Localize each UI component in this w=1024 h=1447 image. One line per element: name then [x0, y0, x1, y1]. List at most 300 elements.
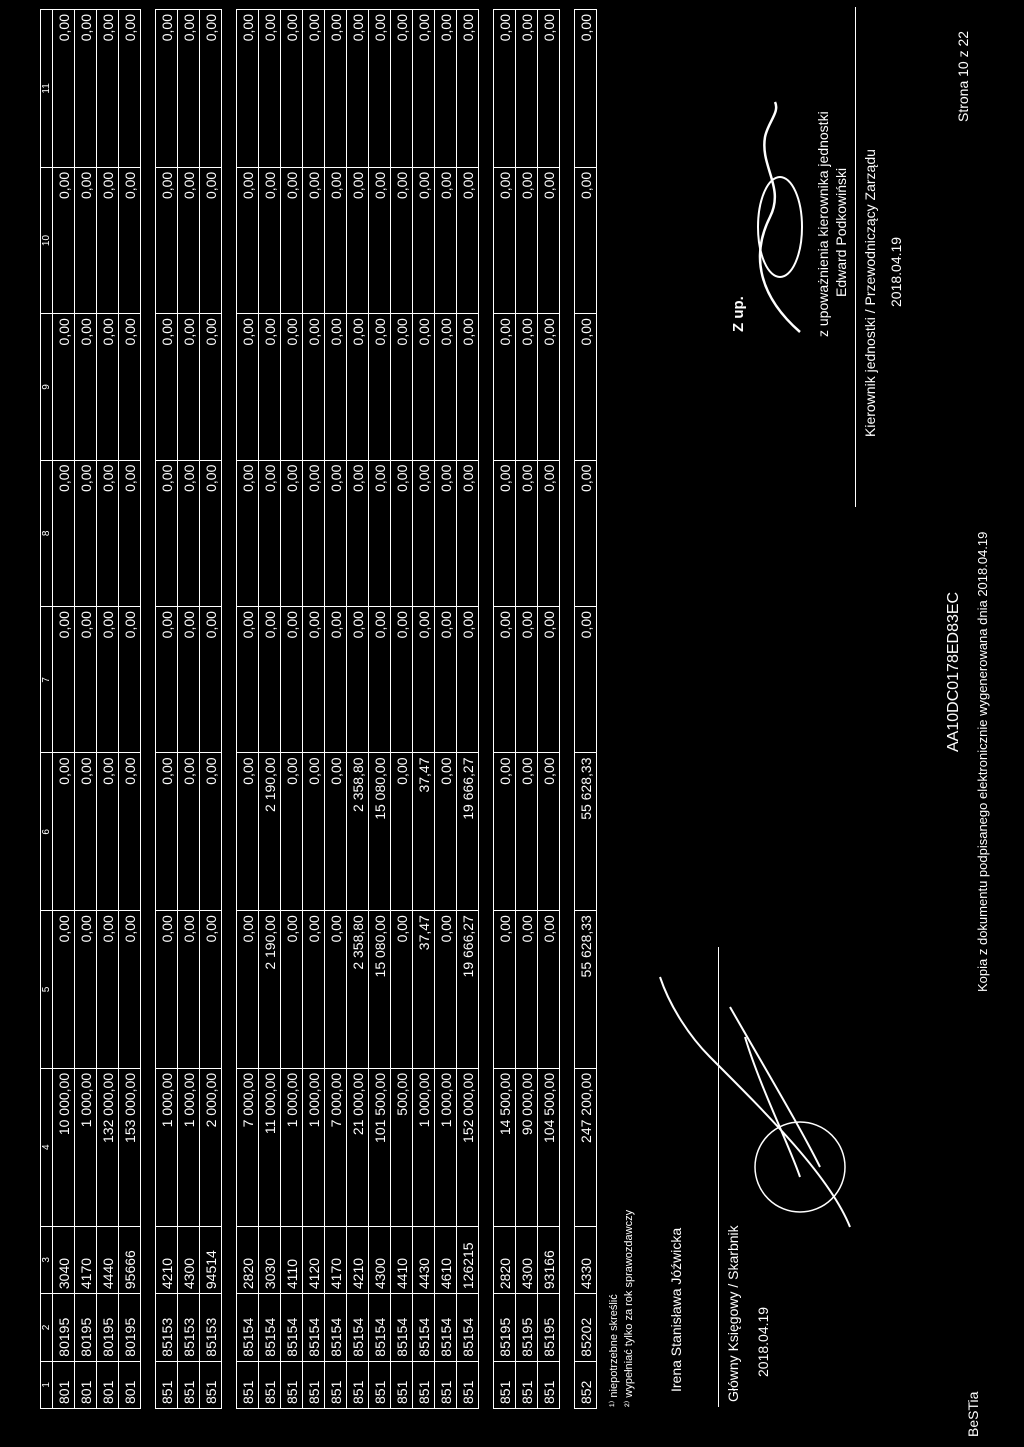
amount-cell: 0,00	[435, 460, 457, 606]
code-cell: 94514	[200, 1226, 222, 1294]
amount-cell: 0,00	[237, 753, 259, 911]
code-cell: 85153	[156, 1294, 178, 1362]
code-cell: 801	[75, 1361, 97, 1408]
amount-cell: 0,00	[75, 911, 97, 1069]
amount-cell: 0,00	[575, 460, 597, 606]
amount-cell: 0,00	[119, 460, 141, 606]
code-cell: 851	[494, 1361, 516, 1408]
amount-cell: 0,00	[369, 314, 391, 460]
code-cell: 851	[347, 1361, 369, 1408]
page-number: Strona 10 z 22	[955, 30, 971, 122]
code-cell: 126215	[457, 1226, 479, 1294]
amount-cell: 1 000,00	[413, 1068, 435, 1226]
amount-cell: 0,00	[347, 167, 369, 313]
amount-cell: 0,00	[178, 10, 200, 168]
code-cell: 4430	[413, 1226, 435, 1294]
amount-cell: 0,00	[575, 607, 597, 753]
amount-cell: 0,00	[53, 314, 75, 460]
amount-cell: 0,00	[325, 753, 347, 911]
column-number: 2	[41, 1294, 53, 1362]
amount-cell: 0,00	[435, 753, 457, 911]
amount-cell: 19 666,27	[457, 753, 479, 911]
amount-cell: 0,00	[494, 753, 516, 911]
table-row	[237, 10, 259, 1409]
amount-cell: 21 000,00	[347, 1068, 369, 1226]
table-row	[457, 10, 479, 1409]
signature-line-right	[855, 7, 856, 507]
amount-cell: 247 200,00	[575, 1068, 597, 1226]
group-separator	[479, 10, 494, 1409]
amount-cell: 0,00	[156, 460, 178, 606]
amount-cell: 90 000,00	[516, 1068, 538, 1226]
amount-cell: 0,00	[303, 753, 325, 911]
amount-cell: 0,00	[369, 460, 391, 606]
amount-cell: 0,00	[494, 460, 516, 606]
code-cell: 4210	[347, 1226, 369, 1294]
amount-cell: 0,00	[435, 167, 457, 313]
amount-cell: 0,00	[75, 10, 97, 168]
chief-accountant-name: Irena Stanisława Jóźwicka	[668, 1227, 684, 1392]
table-row	[325, 10, 347, 1409]
amount-cell: 0,00	[156, 10, 178, 168]
amount-cell: 0,00	[119, 314, 141, 460]
column-number: 6	[41, 753, 53, 911]
code-cell: 851	[369, 1361, 391, 1408]
footnote-1: ¹⁾ niepotrzebne skreślić	[608, 1294, 620, 1407]
amount-cell: 0,00	[200, 10, 222, 168]
table-row	[369, 10, 391, 1409]
code-cell: 85195	[516, 1294, 538, 1362]
amount-cell: 0,00	[178, 460, 200, 606]
separator-cell	[141, 10, 156, 1409]
amount-cell: 0,00	[178, 314, 200, 460]
amount-cell: 0,00	[435, 10, 457, 168]
code-cell: 801	[53, 1361, 75, 1408]
code-cell: 85154	[237, 1294, 259, 1362]
amount-cell: 0,00	[303, 460, 325, 606]
amount-cell: 0,00	[347, 10, 369, 168]
amount-cell: 0,00	[156, 911, 178, 1069]
column-number: 5	[41, 911, 53, 1069]
group-separator	[560, 10, 575, 1409]
amount-cell: 0,00	[200, 753, 222, 911]
amount-cell: 19 666,27	[457, 911, 479, 1069]
amount-cell: 0,00	[347, 607, 369, 753]
code-cell: 851	[237, 1361, 259, 1408]
amount-cell: 0,00	[97, 607, 119, 753]
amount-cell: 0,00	[119, 10, 141, 168]
amount-cell: 0,00	[369, 10, 391, 168]
amount-cell: 0,00	[237, 911, 259, 1069]
right-signature-date: 2018.04.19	[888, 236, 904, 307]
signature-line-left	[718, 947, 719, 1407]
amount-cell: 0,00	[303, 314, 325, 460]
amount-cell: 0,00	[75, 753, 97, 911]
amount-cell: 0,00	[575, 10, 597, 168]
stamp-text: Z up.	[730, 296, 747, 332]
amount-cell: 0,00	[200, 314, 222, 460]
code-cell: 85195	[494, 1294, 516, 1362]
amount-cell: 0,00	[303, 911, 325, 1069]
amount-cell: 0,00	[457, 10, 479, 168]
amount-cell: 10 000,00	[53, 1068, 75, 1226]
amount-cell: 0,00	[97, 10, 119, 168]
manager-role: Kierownik jednostki / Przewodniczący Zarządu	[862, 149, 878, 437]
amount-cell: 0,00	[281, 314, 303, 460]
amount-cell: 0,00	[538, 314, 560, 460]
amount-cell: 0,00	[413, 460, 435, 606]
amount-cell: 0,00	[178, 911, 200, 1069]
amount-cell: 0,00	[119, 753, 141, 911]
manager-name: Edward Podkowiński	[833, 167, 849, 297]
code-cell: 85154	[347, 1294, 369, 1362]
amount-cell: 0,00	[97, 911, 119, 1069]
table-row	[119, 10, 141, 1409]
group-separator	[222, 10, 237, 1409]
code-cell: 852	[575, 1361, 597, 1408]
table-row	[575, 10, 597, 1409]
amount-cell: 0,00	[178, 607, 200, 753]
amount-cell: 0,00	[97, 460, 119, 606]
amount-cell: 0,00	[516, 167, 538, 313]
code-cell: 851	[538, 1361, 560, 1408]
separator-cell	[479, 10, 494, 1409]
code-cell: 85154	[303, 1294, 325, 1362]
amount-cell: 0,00	[538, 753, 560, 911]
code-cell: 80195	[53, 1294, 75, 1362]
amount-cell: 0,00	[391, 167, 413, 313]
amount-cell: 0,00	[281, 911, 303, 1069]
column-number: 10	[41, 167, 53, 313]
document-id: AA10DC0178ED83EC	[945, 591, 962, 752]
code-cell: 4300	[178, 1226, 200, 1294]
amount-cell: 0,00	[53, 167, 75, 313]
amount-cell: 0,00	[53, 753, 75, 911]
amount-cell: 0,00	[325, 10, 347, 168]
code-cell: 851	[156, 1361, 178, 1408]
amount-cell: 0,00	[259, 460, 281, 606]
amount-cell: 0,00	[347, 460, 369, 606]
code-cell: 85202	[575, 1294, 597, 1362]
code-cell: 851	[178, 1361, 200, 1408]
amount-cell: 0,00	[237, 167, 259, 313]
app-name: BeSTia	[965, 1391, 981, 1437]
code-cell: 85154	[369, 1294, 391, 1362]
column-number: 11	[41, 10, 53, 168]
code-cell: 851	[303, 1361, 325, 1408]
amount-cell: 0,00	[303, 607, 325, 753]
amount-cell: 0,00	[413, 10, 435, 168]
amount-cell: 0,00	[75, 167, 97, 313]
amount-cell: 0,00	[97, 753, 119, 911]
table-row	[53, 10, 75, 1409]
table-row	[435, 10, 457, 1409]
amount-cell: 0,00	[413, 314, 435, 460]
amount-cell: 0,00	[413, 167, 435, 313]
amount-cell: 0,00	[200, 460, 222, 606]
amount-cell: 0,00	[178, 753, 200, 911]
amount-cell: 2 190,00	[259, 911, 281, 1069]
amount-cell: 2 190,00	[259, 753, 281, 911]
code-cell: 80195	[75, 1294, 97, 1362]
amount-cell: 0,00	[53, 911, 75, 1069]
code-cell: 3030	[259, 1226, 281, 1294]
amount-cell: 152 000,00	[457, 1068, 479, 1226]
amount-cell: 0,00	[119, 911, 141, 1069]
table-row	[75, 10, 97, 1409]
code-cell: 3040	[53, 1226, 75, 1294]
amount-cell: 0,00	[538, 10, 560, 168]
amount-cell: 0,00	[200, 607, 222, 753]
amount-cell: 0,00	[391, 911, 413, 1069]
amount-cell: 15 080,00	[369, 753, 391, 911]
code-cell: 85195	[538, 1294, 560, 1362]
table-row	[347, 10, 369, 1409]
table-row	[303, 10, 325, 1409]
code-cell: 4210	[156, 1226, 178, 1294]
left-signature-date: 2018.04.19	[755, 1306, 771, 1377]
table-row	[516, 10, 538, 1409]
amount-cell: 0,00	[325, 911, 347, 1069]
amount-cell: 0,00	[369, 167, 391, 313]
amount-cell: 0,00	[325, 314, 347, 460]
amount-cell: 55 628,33	[575, 911, 597, 1069]
amount-cell: 0,00	[516, 607, 538, 753]
amount-cell: 0,00	[538, 167, 560, 313]
code-cell: 80195	[97, 1294, 119, 1362]
code-cell: 851	[200, 1361, 222, 1408]
amount-cell: 0,00	[435, 911, 457, 1069]
amount-cell: 0,00	[281, 607, 303, 753]
table-row	[538, 10, 560, 1409]
amount-cell: 0,00	[516, 314, 538, 460]
amount-cell: 0,00	[538, 460, 560, 606]
column-number-row	[41, 10, 53, 1409]
code-cell: 801	[97, 1361, 119, 1408]
amount-cell: 0,00	[237, 10, 259, 168]
amount-cell: 14 500,00	[494, 1068, 516, 1226]
amount-cell: 0,00	[75, 314, 97, 460]
amount-cell: 1 000,00	[156, 1068, 178, 1226]
amount-cell: 101 500,00	[369, 1068, 391, 1226]
code-cell: 801	[119, 1361, 141, 1408]
amount-cell: 0,00	[281, 10, 303, 168]
amount-cell: 1 000,00	[303, 1068, 325, 1226]
authorization-note: z upoważnienia kierownika jednostki	[815, 111, 831, 337]
column-number: 8	[41, 460, 53, 606]
group-separator	[141, 10, 156, 1409]
code-cell: 4610	[435, 1226, 457, 1294]
amount-cell: 37,47	[413, 753, 435, 911]
amount-cell: 0,00	[516, 460, 538, 606]
amount-cell: 0,00	[538, 607, 560, 753]
amount-cell: 15 080,00	[369, 911, 391, 1069]
amount-cell: 0,00	[325, 607, 347, 753]
code-cell: 85154	[391, 1294, 413, 1362]
amount-cell: 0,00	[200, 911, 222, 1069]
amount-cell: 0,00	[494, 314, 516, 460]
amount-cell: 0,00	[516, 753, 538, 911]
amount-cell: 0,00	[259, 607, 281, 753]
code-cell: 4440	[97, 1226, 119, 1294]
code-cell: 4300	[516, 1226, 538, 1294]
amount-cell: 0,00	[303, 10, 325, 168]
code-cell: 4410	[391, 1226, 413, 1294]
amount-cell: 0,00	[75, 607, 97, 753]
separator-cell	[222, 10, 237, 1409]
code-cell: 85154	[457, 1294, 479, 1362]
amount-cell: 0,00	[156, 314, 178, 460]
table-row	[200, 10, 222, 1409]
amount-cell: 0,00	[538, 911, 560, 1069]
table-row	[413, 10, 435, 1409]
chief-accountant-role: Główny Księgowy / Skarbnik	[725, 1225, 741, 1402]
code-cell: 4120	[303, 1226, 325, 1294]
amount-cell: 0,00	[494, 10, 516, 168]
amount-cell: 0,00	[494, 607, 516, 753]
amount-cell: 0,00	[281, 753, 303, 911]
amount-cell: 2 358,80	[347, 753, 369, 911]
amount-cell: 0,00	[457, 460, 479, 606]
amount-cell: 0,00	[119, 167, 141, 313]
amount-cell: 0,00	[457, 167, 479, 313]
amount-cell: 0,00	[237, 460, 259, 606]
amount-cell: 55 628,33	[575, 753, 597, 911]
table-row	[97, 10, 119, 1409]
amount-cell: 2 000,00	[200, 1068, 222, 1226]
amount-cell: 0,00	[156, 167, 178, 313]
amount-cell: 1 000,00	[281, 1068, 303, 1226]
amount-cell: 0,00	[457, 607, 479, 753]
amount-cell: 0,00	[97, 167, 119, 313]
amount-cell: 0,00	[516, 10, 538, 168]
code-cell: 4170	[75, 1226, 97, 1294]
handwritten-signature-right	[740, 97, 820, 337]
column-number: 3	[41, 1226, 53, 1294]
code-cell: 85154	[435, 1294, 457, 1362]
amount-cell: 153 000,00	[119, 1068, 141, 1226]
code-cell: 85154	[281, 1294, 303, 1362]
amount-cell: 0,00	[391, 607, 413, 753]
table-row	[494, 10, 516, 1409]
amount-cell: 0,00	[303, 167, 325, 313]
amount-cell: 0,00	[259, 314, 281, 460]
amount-cell: 500,00	[391, 1068, 413, 1226]
table-row	[156, 10, 178, 1409]
amount-cell: 0,00	[53, 607, 75, 753]
amount-cell: 37,47	[413, 911, 435, 1069]
table-row	[281, 10, 303, 1409]
code-cell: 85154	[413, 1294, 435, 1362]
amount-cell: 0,00	[435, 314, 457, 460]
amount-cell: 0,00	[281, 167, 303, 313]
amount-cell: 0,00	[516, 911, 538, 1069]
amount-cell: 7 000,00	[325, 1068, 347, 1226]
amount-cell: 0,00	[156, 607, 178, 753]
table-row	[391, 10, 413, 1409]
amount-cell: 0,00	[369, 607, 391, 753]
handwritten-signature-left	[650, 937, 870, 1237]
table-row	[178, 10, 200, 1409]
amount-cell: 2 358,80	[347, 911, 369, 1069]
amount-cell: 0,00	[391, 460, 413, 606]
code-cell: 851	[325, 1361, 347, 1408]
amount-cell: 0,00	[435, 607, 457, 753]
amount-cell: 0,00	[178, 167, 200, 313]
code-cell: 2820	[494, 1226, 516, 1294]
code-cell: 4330	[575, 1226, 597, 1294]
code-cell: 85154	[259, 1294, 281, 1362]
amount-cell: 0,00	[575, 314, 597, 460]
budget-table	[40, 9, 597, 1409]
amount-cell: 0,00	[156, 753, 178, 911]
code-cell: 851	[281, 1361, 303, 1408]
amount-cell: 0,00	[259, 167, 281, 313]
amount-cell: 0,00	[97, 314, 119, 460]
code-cell: 2820	[237, 1226, 259, 1294]
code-cell: 851	[259, 1361, 281, 1408]
amount-cell: 0,00	[53, 10, 75, 168]
column-number: 7	[41, 607, 53, 753]
amount-cell: 0,00	[325, 460, 347, 606]
code-cell: 85154	[325, 1294, 347, 1362]
amount-cell: 1 000,00	[75, 1068, 97, 1226]
amount-cell: 0,00	[494, 911, 516, 1069]
amount-cell: 0,00	[494, 167, 516, 313]
code-cell: 95666	[119, 1226, 141, 1294]
amount-cell: 0,00	[200, 167, 222, 313]
code-cell: 85153	[178, 1294, 200, 1362]
amount-cell: 1 000,00	[435, 1068, 457, 1226]
code-cell: 4170	[325, 1226, 347, 1294]
code-cell: 851	[391, 1361, 413, 1408]
amount-cell: 11 000,00	[259, 1068, 281, 1226]
amount-cell: 104 500,00	[538, 1068, 560, 1226]
electronic-copy-note: Kopia z dokumentu podpisanego elektronicznie wygenerowana dnia 2018.04.19	[975, 531, 990, 992]
amount-cell: 132 000,00	[97, 1068, 119, 1226]
code-cell: 851	[457, 1361, 479, 1408]
code-cell: 4110	[281, 1226, 303, 1294]
amount-cell: 0,00	[237, 607, 259, 753]
column-number: 4	[41, 1068, 53, 1226]
column-number: 9	[41, 314, 53, 460]
amount-cell: 0,00	[347, 314, 369, 460]
amount-cell: 0,00	[53, 460, 75, 606]
amount-cell: 7 000,00	[237, 1068, 259, 1226]
amount-cell: 0,00	[391, 314, 413, 460]
amount-cell: 0,00	[413, 607, 435, 753]
amount-cell: 0,00	[325, 167, 347, 313]
footnote-2: ²⁾ wypełniać tylko za rok sprawozdawczy	[623, 1209, 635, 1407]
amount-cell: 0,00	[119, 607, 141, 753]
amount-cell: 0,00	[237, 314, 259, 460]
amount-cell: 1 000,00	[178, 1068, 200, 1226]
code-cell: 4300	[369, 1226, 391, 1294]
column-number: 1	[41, 1361, 53, 1408]
amount-cell: 0,00	[457, 314, 479, 460]
amount-cell: 0,00	[391, 10, 413, 168]
code-cell: 851	[413, 1361, 435, 1408]
separator-cell	[560, 10, 575, 1409]
code-cell: 851	[516, 1361, 538, 1408]
code-cell: 85153	[200, 1294, 222, 1362]
code-cell: 80195	[119, 1294, 141, 1362]
amount-cell: 0,00	[391, 753, 413, 911]
code-cell: 93166	[538, 1226, 560, 1294]
code-cell: 851	[435, 1361, 457, 1408]
amount-cell: 0,00	[575, 167, 597, 313]
amount-cell: 0,00	[281, 460, 303, 606]
